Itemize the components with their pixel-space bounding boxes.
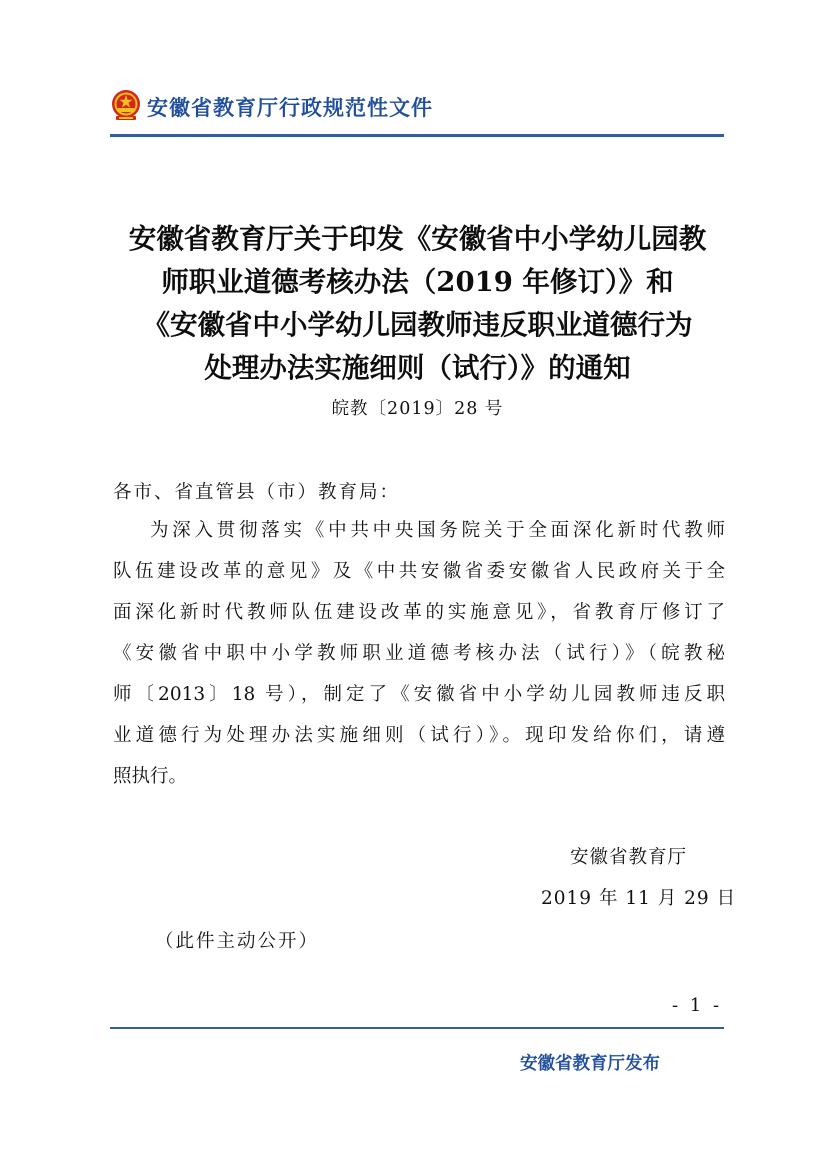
- title-line: 《安徽省中小学幼儿园教师违反职业道德行为: [142, 309, 693, 341]
- header-title: 安徽省教育厅行政规范性文件: [147, 96, 433, 120]
- public-disclosure-note: （此件主动公开）: [155, 931, 320, 952]
- footer-publisher: 安徽省教育厅发布: [520, 1054, 660, 1074]
- document-number: 皖教〔2019〕28 号: [331, 399, 504, 419]
- header-divider: [110, 134, 724, 137]
- signature-organization: 安徽省教育厅: [570, 847, 688, 868]
- footer-divider: [110, 1027, 724, 1029]
- signature-date: 2019 年 11 月 29 日: [541, 888, 737, 909]
- title-line: 安徽省教育厅关于印发《安徽省中小学幼儿园教: [128, 223, 707, 255]
- national-emblem-icon: [110, 89, 142, 123]
- body-line: 队伍建设改革的意见》及《中共安徽省委安徽省人民政府关于全: [113, 561, 725, 582]
- body-line: 业道德行为处理办法实施细则（试行）》。现印发给你们，请遵: [113, 725, 725, 746]
- document-title: [100, 218, 735, 390]
- body-line: 师〔2013〕18 号），制定了《安徽省中小学幼儿园教师违反职: [113, 684, 725, 705]
- body-line: 面深化新时代教师队伍建设改革的实施意见》，省教育厅修订了: [113, 602, 725, 623]
- body-line: 《安徽省中职中小学教师职业道德考核办法（试行）》（皖教秘: [113, 643, 725, 664]
- title-line: 处理办法实施细则（试行）》的通知: [204, 352, 631, 384]
- body-line: 照执行。: [113, 766, 188, 787]
- document-header: [110, 86, 725, 130]
- body-paragraph: [113, 510, 725, 797]
- page-number: - 1 -: [672, 995, 723, 1016]
- title-line: 师职业道德考核办法（2019 年修订）》和: [161, 266, 674, 298]
- addressee: 各市、省直管县（市）教育局：: [113, 482, 401, 503]
- body-line: 为深入贯彻落实《中共中央国务院关于全面深化新时代教师: [150, 520, 725, 541]
